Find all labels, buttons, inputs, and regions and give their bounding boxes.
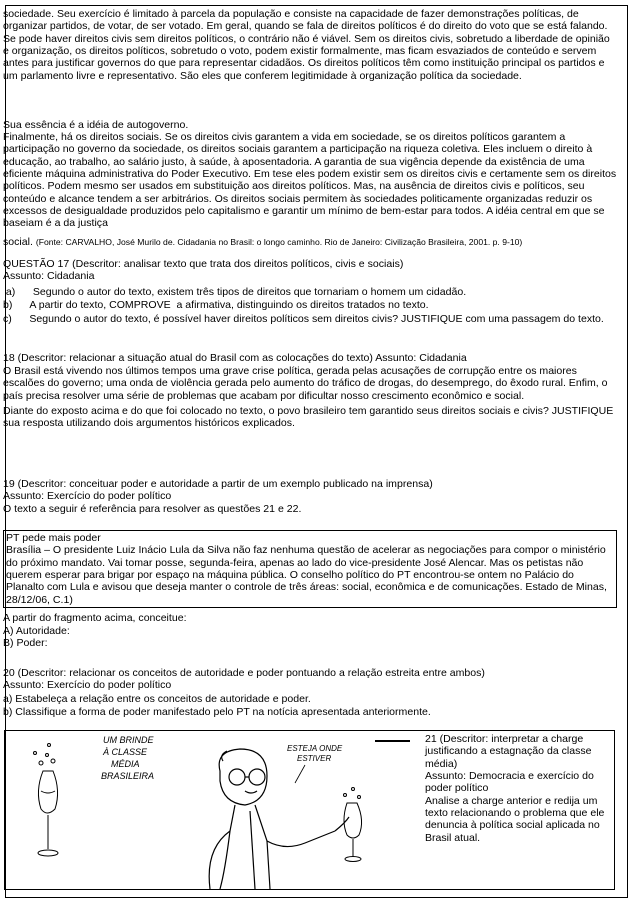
man-figure-icon (209, 749, 349, 889)
intro-closing-line (3, 236, 617, 248)
champagne-glass-right-icon (344, 788, 362, 862)
champagne-glass-left-icon (34, 744, 59, 857)
q21-body: Analise a charge anterior e redija um texto relacionando o problema que ele denuncia à política social aplicada no Brasil atual. (425, 794, 605, 844)
q20-item-a: a) Estabeleça a relação entre os conceitos de autoridade e poder. (3, 693, 311, 705)
cartoon-illustration (5, 731, 425, 889)
q20-title: 20 (Descritor: relacionar os conceitos de autoridade e poder pontuando a relação estreita entre ambos) (3, 667, 485, 679)
q17-subject: Assunto: Cidadania (3, 270, 95, 282)
q17-item-c: c) Segundo o autor do texto, é possível haver direitos políticos sem direitos civis? JUSTIFIQUE com uma passagem do texto. (3, 313, 604, 325)
q21-title: 21 (Descritor: interpretar a charge justificando a estagnação da classe média) (425, 733, 592, 770)
q20-item-b: b) Classifique a forma de poder manifestado pelo PT na notícia apresentada anteriormente. (3, 706, 431, 718)
q19-item-b: B) Poder: (3, 637, 48, 649)
cartoon-caption-left-2: À CLASSE (103, 747, 148, 757)
q18-body: O Brasil está vivendo nos últimos tempos uma grave crise política, gerada pelas acusações de corrupção entre os maiores escalões do governo; uma onda de violência gerada pelo aumento do tráfico de drogas, do desemprego, do êxodo rural. Enfim, o país precisa resolver uma série de problemas que acabam por dificultar nosso crescimento econômico e social. (3, 365, 608, 402)
q19-subject: Assunto: Exercício do poder político (3, 490, 172, 502)
q17-item-b: b) A partir do texto, COMPROVE a afirmativa, distinguindo os direitos tratados no texto. (3, 299, 429, 311)
news-box (3, 530, 617, 608)
q21-subject: Assunto: Democracia e exercício do poder político (425, 770, 594, 795)
q19-intro: O texto a seguir é referência para resolver as questões 21 e 22. (3, 503, 302, 515)
cartoon-caption-left-3: MÉDIA (111, 759, 140, 769)
intro-essence-line: Sua essência é a idéia de autogoverno. (3, 119, 189, 131)
cartoon-caption-right-2: ESTIVER (297, 754, 332, 763)
source-citation: (Fonte: CARVALHO, José Murilo de. Cidadania no Brasil: o longo caminho. Rio de Janeiro: Civilização Brasileira, 2001. p. 9-10) (35, 237, 523, 247)
q19-item-a: A) Autoridade: (3, 625, 70, 637)
q18-question: Diante do exposto acima e do que foi colocado no texto, o povo brasileiro tem garantido seus direitos sociais e civis? JUSTIFIQUE sua resposta utilizando dois argumentos históricos explicados. (3, 405, 614, 430)
cartoon-caption-left-1: UM BRINDE (103, 735, 154, 745)
q17-title: QUESTÃO 17 (Descritor: analisar texto que trata dos direitos políticos, civis e sociais) (3, 258, 404, 270)
news-box-body: Brasília – O presidente Luiz Inácio Lula da Silva não faz nenhuma questão de acelerar as negociações para compor o ministério do próximo mandato. Vai tomar posse, segunda-feira, apenas ao lado do vice-presidente José Alencar. Mas os petistas não querem esperar para brigar por espaço na máquina pública. O conselho político do PT encontrou-se ontem no Palácio do Planalto com Lula e avisou que deseja manter o controle de três áreas: social, econômica e de comunicações. Estado de Minas, 28/12/06, C.1) (6, 544, 607, 606)
intro-paragraph-1: sociedade. Seu exercício é limitado à parcela da população e consiste na capacidade de fazer demonstrações políticas, de organizar partidos, de votar, de ser votado. Em geral, quando se fala de direitos políticos é do direito do voto que se está falando. Se pode haver direitos civis sem direitos políticos, o contrário não é viável. Sem os direitos civis, sobretudo a liberdade de opinião e organização, os direitos políticos, sobretudo o voto, podem existir formalmente, mas ficam esvaziados de conteúdo e servem antes para justificar governos do que para representar cidadãos. Os direitos políticos têm como instituição principal os partidos e um parlamento livre e representativo. São eles que conferem legitimidade à organização política da sociedade. (3, 8, 610, 82)
intro-last-word: social. (3, 236, 33, 248)
intro-paragraph-2: Finalmente, há os direitos sociais. Se os direitos civis garantem a vida em sociedade, se os direitos políticos garantem a participação no governo da sociedade, os direitos sociais garantem a participação na riqueza coletiva. Eles incluem o direito à educação, ao trabalho, ao salário justo, à saúde, à aposentadoria. A garantia de sua vigência depende da existência de uma eficiente máquina administrativa do Poder Executivo. Em tese eles podem existir sem os direitos civis e certamente sem os direitos políticos. Podem mesmo ser usados em substituição aos direitos políticos. Mas, na ausência de direitos civis e políticos, seu conteúdo e alcance tendem a ser arbitrários. Os direitos sociais permitem às sociedades politicamente organizadas reduzir os excessos de desigualdade produzidos pelo capitalismo e garantir um mínimo de bem-estar para todos. A idéia central em que se baseiam é a da justiça (3, 131, 617, 230)
cartoon-caption-left-4: BRASILEIRA (101, 771, 155, 781)
q19-prompt: A partir do fragmento acima, conceitue: (3, 612, 187, 624)
q21-block (425, 733, 615, 844)
q20-subject: Assunto: Exercício do poder político (3, 679, 172, 691)
news-box-title: PT pede mais poder (6, 532, 101, 544)
q19-title: 19 (Descritor: conceituar poder e autoridade a partir de um exemplo publicado na imprensa) (3, 478, 433, 490)
cartoon-caption-right-1: ESTEJA ONDE (287, 744, 343, 753)
q17-item-a: a) Segundo o autor do texto, existem três tipos de direitos que tornariam o homem um cidadão. (3, 286, 467, 298)
q18-title: 18 (Descritor: relacionar a situação atual do Brasil com as colocações do texto) Assunto: Cidadania (3, 352, 467, 364)
